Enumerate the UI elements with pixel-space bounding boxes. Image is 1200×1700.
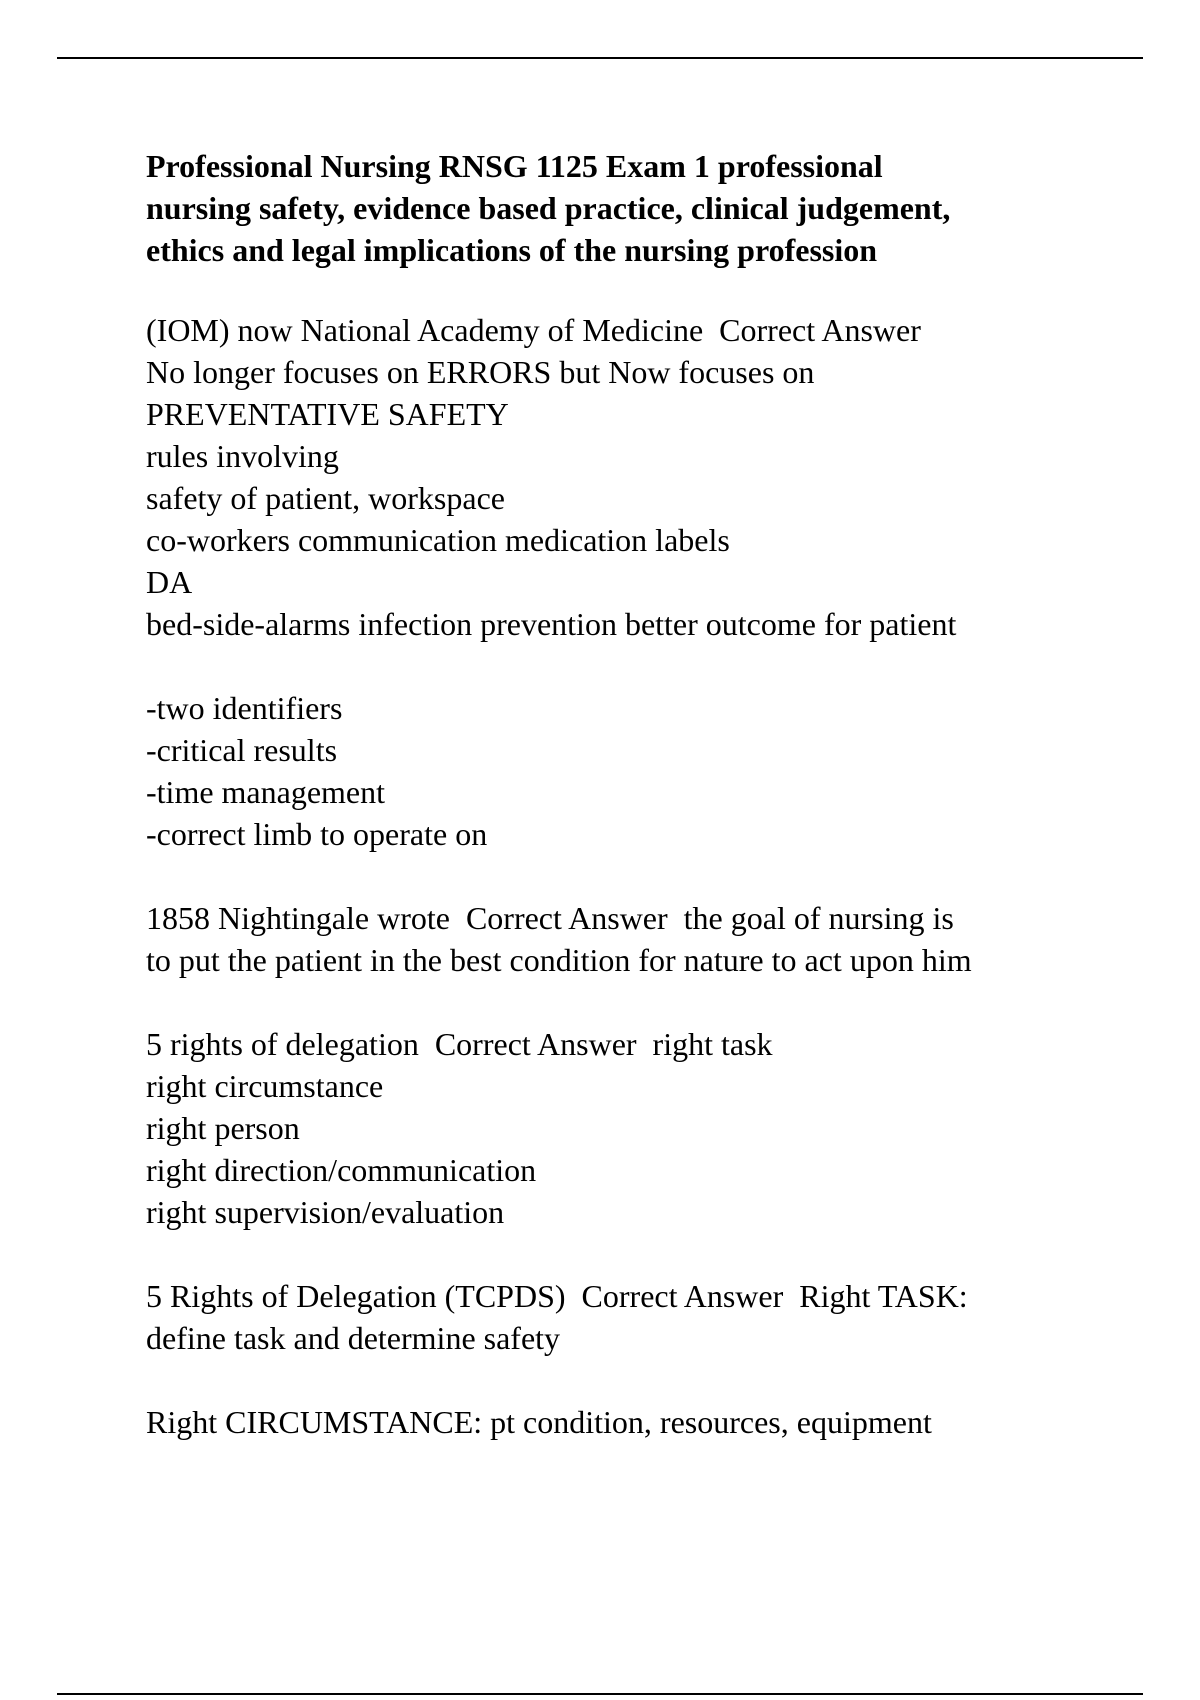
text-line: right supervision/evaluation bbox=[146, 1194, 505, 1230]
text-line: right direction/communication bbox=[146, 1152, 537, 1188]
text-line: 5 Rights of Delegation (TCPDS) Correct Answer Right TASK: bbox=[146, 1278, 968, 1314]
text-block-circumstance bbox=[146, 1401, 1146, 1443]
text-line: right person bbox=[146, 1110, 300, 1146]
list-item: -correct limb to operate on bbox=[146, 816, 488, 852]
text-line: DA bbox=[146, 564, 193, 600]
text-line: 5 rights of delegation Correct Answer right task bbox=[146, 1026, 773, 1062]
document-title bbox=[146, 145, 1146, 271]
page-content bbox=[146, 145, 1146, 1485]
list-block-safety bbox=[146, 687, 1146, 855]
text-line: right circumstance bbox=[146, 1068, 384, 1104]
text-line: No longer focuses on ERRORS but Now focuses on bbox=[146, 354, 815, 390]
qa-block-nightingale bbox=[146, 897, 1146, 981]
text-line: to put the patient in the best condition for nature to act upon him bbox=[146, 942, 972, 978]
qa-block-iom bbox=[146, 309, 1146, 645]
title-line: nursing safety, evidence based practice, clinical judgement, bbox=[146, 190, 951, 226]
top-rule bbox=[57, 57, 1143, 59]
list-item: -two identifiers bbox=[146, 690, 343, 726]
text-line: 1858 Nightingale wrote Correct Answer the goal of nursing is bbox=[146, 900, 954, 936]
text-line: (IOM) now National Academy of Medicine Correct Answer bbox=[146, 312, 921, 348]
title-line: ethics and legal implications of the nursing profession bbox=[146, 232, 878, 268]
bottom-rule bbox=[57, 1693, 1143, 1695]
text-line: rules involving bbox=[146, 438, 339, 474]
qa-block-delegation bbox=[146, 1023, 1146, 1233]
text-line: Right CIRCUMSTANCE: pt condition, resources, equipment bbox=[146, 1404, 932, 1440]
qa-block-delegation-tcpds bbox=[146, 1275, 1146, 1359]
text-line: bed-side-alarms infection prevention better outcome for patient bbox=[146, 606, 957, 642]
text-line: co-workers communication medication labels bbox=[146, 522, 730, 558]
text-line: safety of patient, workspace bbox=[146, 480, 505, 516]
text-line: define task and determine safety bbox=[146, 1320, 561, 1356]
text-line: PREVENTATIVE SAFETY bbox=[146, 396, 509, 432]
list-item: -critical results bbox=[146, 732, 338, 768]
list-item: -time management bbox=[146, 774, 386, 810]
title-line: Professional Nursing RNSG 1125 Exam 1 professional bbox=[146, 148, 883, 184]
